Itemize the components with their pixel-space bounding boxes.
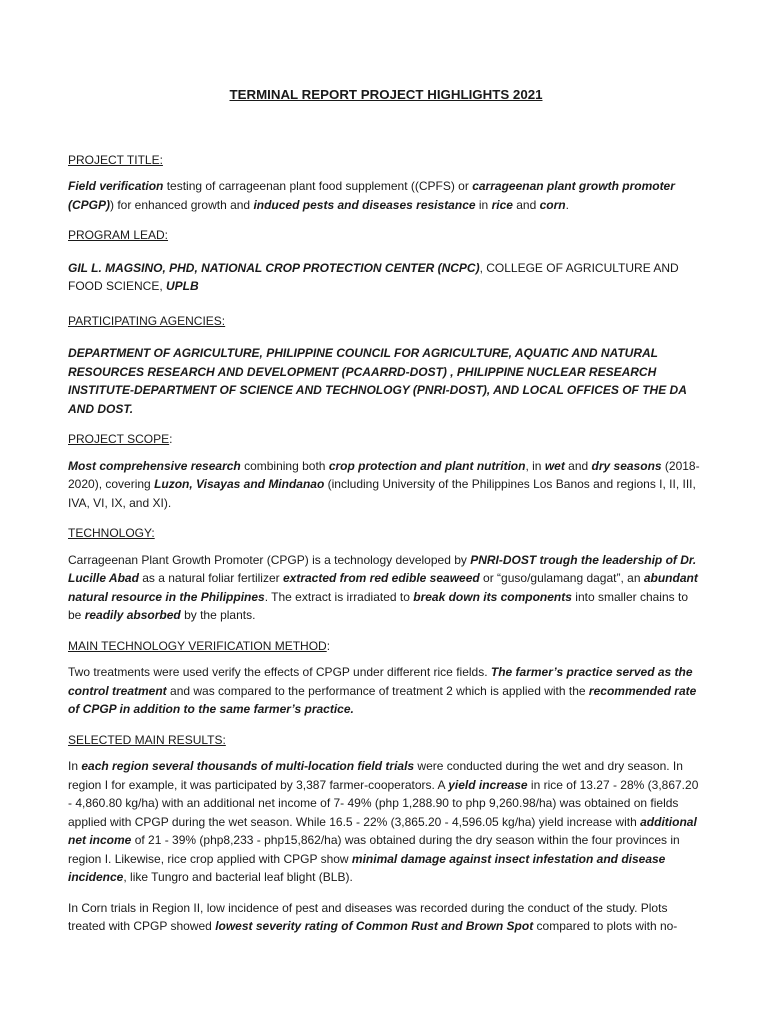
emphasis-text: Luzon, Visayas and Mindanao [154, 477, 325, 491]
emphasis-text: induced pests and diseases resistance [253, 197, 476, 212]
text-run: into smaller chains to be [68, 589, 688, 622]
project-scope-heading-line [68, 430, 704, 449]
text-run: compared to plots with no- [533, 919, 678, 933]
emphasis-text: recommended rate of CPGP in addition to the same farmer’s practice. [68, 683, 697, 716]
text-run: (including University of the Philippines Los Banos and regions I, II, III, IVA, VI, IX, and XI). [68, 477, 696, 510]
project-scope-text [68, 457, 704, 513]
project-title-text [68, 177, 704, 214]
emphasis-text: extracted from red edible seaweed [282, 571, 480, 585]
emphasis-text: corn [539, 197, 566, 212]
emphasis-text: additional net income [68, 814, 697, 847]
emphasis-text: carrageenan plant growth promoter (CPGP) [68, 179, 675, 212]
project-scope-heading: PROJECT SCOPE [68, 432, 170, 446]
text-run: In [68, 759, 82, 773]
text-run: combining both [240, 458, 329, 473]
emphasis-text: rice [491, 197, 513, 212]
emphasis-text: wet [544, 458, 565, 473]
program-lead-text [68, 259, 704, 296]
main-results-paragraph-1 [68, 757, 704, 887]
participating-agencies-text [68, 344, 704, 418]
emphasis-text: Most comprehensive research [68, 458, 241, 473]
emphasis-text: yield increase [448, 777, 528, 792]
emphasis-text: Field verification [68, 179, 164, 193]
text-run: and [512, 197, 540, 212]
technology-text [68, 551, 704, 625]
text-run: were conducted during the wet and dry season. In region I for example, it was participated by 3,387 farmer-cooperators. A [68, 759, 683, 792]
emphasis-text: abundant natural resource in the Philippines [68, 571, 698, 604]
text-run: Two treatments were used verify the effects of CPGP under different rice fields. [68, 665, 491, 679]
emphasis-text: crop protection and plant nutrition [328, 458, 526, 473]
text-run: , COLLEGE OF AGRICULTURE AND FOOD SCIENCE, [68, 260, 679, 293]
project-scope-heading-suffix: : [169, 432, 173, 446]
text-run: and [564, 458, 592, 473]
emphasis-text: lowest severity rating of Common Rust and Brown Spot [215, 919, 534, 933]
text-run: and was compared to the performance of treatment 2 which is applied with the [166, 683, 589, 698]
document-title: TERMINAL REPORT PROJECT HIGHLIGHTS 2021 [229, 87, 543, 102]
verification-method-text [68, 663, 704, 719]
document-body [68, 86, 704, 948]
emphasis-text: GIL L. MAGSINO, PHD, NATIONAL CROP PROTECTION CENTER (NCPC) [68, 260, 480, 275]
emphasis-text: dry seasons [591, 458, 662, 473]
emphasis-text: DEPARTMENT OF AGRICULTURE, PHILIPPINE COUNCIL FOR AGRICULTURE, AQUATIC AND NATURAL RESOURCES RESEARCH AND DEVELOPMENT (PCAARRD-DOST) , PHILIPPINE NUCLEAR RESEARCH INSTITUTE-DEPARTMENT OF SCIENCE AND TECHNOLOGY (PNRI-DOST), AND LOCAL OFFICES OF THE DA AND DOST. [68, 346, 687, 416]
text-run: as a natural foliar fertilizer [138, 571, 283, 585]
participating-agencies-heading: PARTICIPATING AGENCIES: [68, 313, 226, 328]
emphasis-text: The farmer’s practice served as the control treatment [68, 665, 693, 698]
text-run: ) for enhanced growth and [110, 197, 254, 212]
text-run: . [565, 197, 569, 212]
text-run: , like Tungro and bacterial leaf blight (BLB). [123, 870, 353, 884]
text-run: or “guso/gulamang dagat”, an [479, 571, 644, 585]
text-run: (2018-2020), covering [68, 458, 700, 491]
text-run: Carrageenan Plant Growth Promoter (CPGP) is a technology developed by [68, 552, 471, 567]
text-run: , in [525, 458, 545, 473]
program-lead-heading: PROGRAM LEAD: [68, 228, 169, 242]
emphasis-text: readily absorbed [84, 608, 181, 622]
emphasis-text: PNRI-DOST trough the leadership of Dr. Lucille Abad [68, 552, 697, 585]
text-run: of 21 - 39% (php8,233 - php15,862/ha) was obtained during the dry season within the four provinces in region I. Likewise, rice crop applied with CPGP show [68, 833, 680, 866]
verification-method-heading-line [68, 637, 704, 656]
text-run: in [475, 197, 492, 212]
technology-heading: TECHNOLOGY: [68, 526, 155, 540]
text-run: by the plants. [180, 608, 256, 622]
text-run: in rice of 13.27 - 28% (3,867.20 - 4,860.80 kg/ha) with an additional net income of 7- 49% (php 1,288.90 to php 9,260.98/ha) was obtained on fields applied with CPGP during the wet season. While 16.5 - 22% (3,865.20 - 4,596.05 kg/ha) yield increase with [68, 777, 699, 829]
emphasis-text: minimal damage against insect infestation and disease incidence [68, 851, 666, 884]
emphasis-text: UPLB [166, 279, 199, 293]
emphasis-text: each region several thousands of multi-location field trials [81, 759, 415, 773]
main-results-heading: SELECTED MAIN RESULTS: [68, 732, 226, 747]
emphasis-text: break down its components [413, 589, 572, 604]
verification-method-heading: MAIN TECHNOLOGY VERIFICATION METHOD [68, 638, 327, 653]
verification-method-heading-suffix: : [326, 638, 331, 653]
text-run: testing of carrageenan plant food supplement ((CPFS) or [163, 179, 473, 193]
main-results-paragraph-2 [68, 899, 704, 936]
text-run: . The extract is irradiated to [264, 589, 414, 604]
text-run: In Corn trials in Region II, low incidence of pest and diseases was recorded during the conduct of the study. Plots treated with CPGP showed [68, 900, 668, 933]
project-title-heading: PROJECT TITLE: [68, 152, 163, 167]
